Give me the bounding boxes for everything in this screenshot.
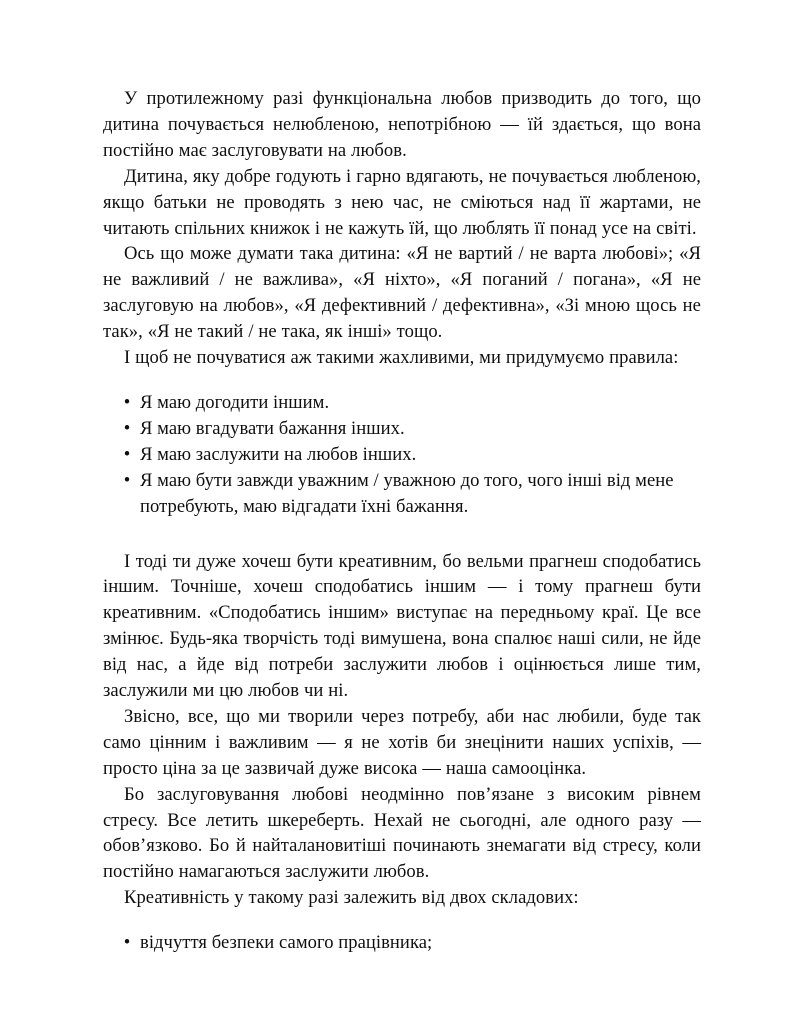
text-column: [103, 86, 701, 956]
spacer-after-rules-list: [103, 520, 701, 549]
list-item-text: відчуття безпеки самого працівника;: [140, 932, 433, 954]
bullet-icon: •: [123, 391, 131, 413]
paragraph-creative-desire: І тоді ти дуже хочеш бути креативним, бо вельми прагнеш сподобатись іншим. Точніше, хочеш сподобатись іншим — і тому прагнеш бути креативним. «Сподобатись іншим» виступає на передньому краї. Це все змінює. Будь-яка творчість тоді вимушена, вона спалює наші сили, не йде від нас, а йде від потреби заслужити любов і оцінюється лише тим, заслужили ми цю любов чи ні.: [103, 550, 701, 702]
paragraph-child-thoughts: Ось що може думати така дитина: «Я не вартий / не варта любові»; «Я не важливий / не важлива», «Я ніхто», «Я поганий / погана», «Я не заслуговую на любов», «Я дефективний / дефективна», «Зі мною щось не так», «Я не такий / не така, як інші» тощо.: [103, 243, 701, 343]
list-item: [103, 468, 701, 520]
spacer-before-components-list: [103, 911, 701, 930]
list-item: [103, 416, 701, 442]
paragraph-functional-love: У протилежному разі функціональна любов призводить до того, що дитина почувається нелюбленою, непотрібною — їй здається, що вона постійно має заслуговувати на любов.: [103, 88, 701, 161]
spacer-before-rules-list: [103, 371, 701, 390]
bullet-icon: •: [123, 443, 131, 465]
list-item: [103, 930, 701, 956]
list-item-text: Я маю заслужити на любов інших.: [140, 443, 417, 465]
bullet-icon: •: [123, 932, 131, 954]
list-item: [103, 442, 701, 468]
paragraph-components-intro: Креативність у такому разі залежить від двох складових:: [124, 887, 579, 909]
list-item-text: Я маю догодити іншим.: [140, 391, 330, 413]
bullet-icon: •: [123, 417, 131, 439]
paragraph-rules-intro: І щоб не почуватися аж такими жахливими, ми придумуємо правила:: [124, 347, 679, 369]
paragraph-well-fed-child: Дитина, яку добре годують і гарно вдягають, не почувається любленою, якщо батьки не проводять з нею час, не сміються над її жартами, не читають спільних книжок і не кажуть їй, що люблять її понад усе на світі.: [103, 165, 701, 239]
rules-list: [103, 390, 701, 520]
components-list: [103, 930, 701, 956]
list-item-text: Я маю вгадувати бажання інших.: [140, 417, 405, 439]
paragraph-stress-level: Бо заслуговування любові неодмінно пов’язане з високим рівнем стресу. Все летить шкереберть. Нехай не сьогодні, але одного разу — обов’язково. Бо й найталановитіші починають знемагати від стресу, коли постійно намагаються заслужити любов.: [103, 783, 701, 883]
paragraph-value-and-price: Звісно, все, що ми творили через потребу, аби нас любили, буде так само цінним і важливим — я не хотів би знецінити наших успіхів, — просто ціна за це зазвичай дуже висока — наша самооцінка.: [103, 705, 701, 779]
list-item-text: Я маю бути завжди уважним / уважною до того, чого інші від мене потребують, маю відгадати їхні бажання.: [140, 469, 674, 517]
list-item: [103, 390, 701, 416]
bullet-icon: •: [123, 469, 131, 491]
